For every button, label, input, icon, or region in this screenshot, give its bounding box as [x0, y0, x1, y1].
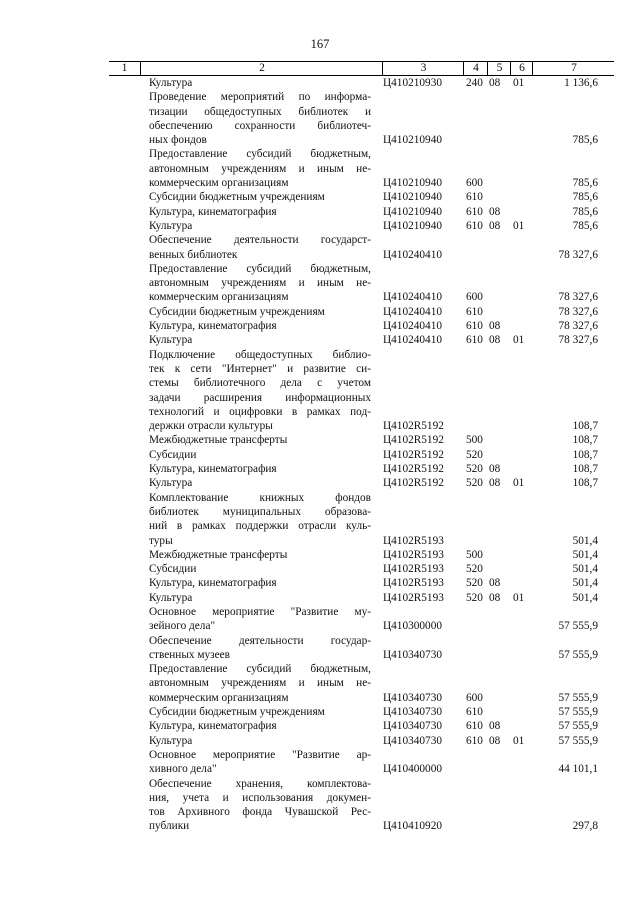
- table-row: [0, 662, 640, 705]
- row-subsection: 01: [513, 477, 525, 490]
- row-name: [149, 262, 371, 305]
- row-name-line: Культура, кинематография: [149, 720, 277, 733]
- row-name-line: венных библиотек: [149, 248, 238, 261]
- row-amount: 57 555,9: [558, 620, 598, 633]
- row-code: Ц410300000: [383, 620, 442, 633]
- row-section: 08: [489, 577, 501, 590]
- row-name-line: ственных музеев: [149, 648, 231, 661]
- row-name-line: технологий и оцифровки в рамках под-: [149, 405, 371, 418]
- row-amount: 501,4: [572, 577, 598, 590]
- row-name: [149, 705, 371, 719]
- row-section: 08: [489, 463, 501, 476]
- row-name: [149, 548, 371, 562]
- table-row: [0, 76, 640, 90]
- row-name-line: ния, учета и использования докумен-: [149, 791, 371, 804]
- row-name-line: Культура: [149, 77, 193, 89]
- row-code: Ц410240410: [383, 248, 442, 261]
- row-name-line: Культура: [149, 734, 193, 747]
- table-row: [0, 605, 640, 634]
- row-name-line: Предоставление субсидий бюджетным,: [149, 262, 371, 275]
- row-code: Ц4102R5192: [383, 420, 444, 433]
- table-row: [0, 219, 640, 233]
- row-name: [149, 319, 371, 333]
- row-section: 08: [489, 734, 501, 747]
- row-name-line: автономным учреждениям и иным не-: [149, 162, 371, 175]
- row-expense-type: 520: [466, 477, 483, 490]
- row-code: Ц410210940: [383, 219, 442, 232]
- row-code: Ц4102R5192: [383, 463, 444, 476]
- row-name-line: Межбюджетные трансферты: [149, 548, 288, 561]
- row-name: [149, 605, 371, 634]
- row-name-line: Субсидии бюджетным учреждениям: [149, 706, 325, 719]
- row-section: 08: [489, 205, 501, 218]
- header-col-3: 3: [382, 62, 464, 75]
- row-code: Ц4102R5193: [383, 534, 444, 547]
- table-row: [0, 333, 640, 347]
- table-row: [0, 634, 640, 663]
- row-expense-type: 610: [466, 706, 483, 719]
- row-expense-type: 610: [466, 720, 483, 733]
- row-name: [149, 76, 371, 90]
- row-code: Ц410210940: [383, 205, 442, 218]
- row-expense-type: 240: [466, 77, 483, 89]
- row-amount: 78 327,6: [558, 291, 598, 304]
- row-name: [149, 333, 371, 347]
- table-row: [0, 433, 640, 447]
- row-name: [149, 433, 371, 447]
- row-name-line: Субсидии: [149, 448, 197, 461]
- row-code: Ц410340730: [383, 691, 442, 704]
- row-code: Ц410210940: [383, 191, 442, 204]
- row-subsection: 01: [513, 77, 525, 89]
- row-expense-type: 610: [466, 191, 483, 204]
- row-expense-type: 610: [466, 205, 483, 218]
- row-name: [149, 576, 371, 590]
- row-name-line: Субсидии: [149, 563, 197, 576]
- header-col-7: 7: [532, 62, 615, 75]
- row-name-line: держки отрасли культуры: [149, 420, 273, 433]
- row-name-line: Подключение общедоступных библио-: [149, 348, 371, 361]
- table-row: [0, 705, 640, 719]
- row-expense-type: 600: [466, 291, 483, 304]
- row-amount: 1 136,6: [564, 77, 598, 89]
- row-name-line: Культура: [149, 477, 193, 490]
- row-amount: 57 555,9: [558, 691, 598, 704]
- row-name: [149, 462, 371, 476]
- header-col-1: 1: [121, 62, 128, 74]
- row-name-line: Культура: [149, 219, 193, 232]
- row-name-line: Культура, кинематография: [149, 320, 277, 333]
- row-name-line: ных фондов: [149, 134, 207, 147]
- row-name-line: коммерческим организациям: [149, 291, 289, 304]
- row-amount: 108,7: [572, 448, 598, 461]
- row-name-line: тов Архивного фонда Чувашской Рес-: [149, 806, 371, 819]
- row-expense-type: 520: [466, 448, 483, 461]
- row-expense-type: 600: [466, 177, 483, 190]
- row-code: Ц410210940: [383, 134, 442, 147]
- table-row: [0, 305, 640, 319]
- row-amount: 78 327,6: [558, 248, 598, 261]
- row-name-line: Субсидии бюджетным учреждениям: [149, 305, 325, 318]
- table-row: [0, 591, 640, 605]
- row-amount: 501,4: [572, 534, 598, 547]
- row-name-line: зейного дела": [149, 620, 216, 633]
- row-name: [149, 662, 371, 705]
- row-name: [149, 734, 371, 748]
- row-name: [149, 634, 371, 663]
- row-subsection: 01: [513, 591, 525, 604]
- row-expense-type: 610: [466, 334, 483, 347]
- row-name-line: Культура: [149, 591, 193, 604]
- row-name: [149, 591, 371, 605]
- row-name-line: автономным учреждениям и иным не-: [149, 677, 371, 690]
- row-name-line: Культура, кинематография: [149, 577, 277, 590]
- row-name-line: коммерческим организациям: [149, 691, 289, 704]
- row-name-line: Обеспечение деятельности государ-: [149, 634, 371, 647]
- row-name-line: Основное мероприятие "Развитие ар-: [149, 748, 371, 761]
- row-code: Ц4102R5192: [383, 477, 444, 490]
- row-amount: 57 555,9: [558, 720, 598, 733]
- row-expense-type: 520: [466, 591, 483, 604]
- table-row: [0, 147, 640, 190]
- row-amount: 57 555,9: [558, 734, 598, 747]
- table-row: [0, 548, 640, 562]
- row-code: Ц410400000: [383, 763, 442, 776]
- table-row: [0, 205, 640, 219]
- table-row: [0, 734, 640, 748]
- table-row: [0, 90, 640, 147]
- row-amount: 785,6: [572, 191, 598, 204]
- row-amount: 785,6: [572, 219, 598, 232]
- row-code: Ц410410920: [383, 820, 442, 833]
- row-name-line: автономным учреждениям и иным не-: [149, 277, 371, 290]
- table-row: [0, 777, 640, 834]
- row-amount: 57 555,9: [558, 706, 598, 719]
- header-col-2: 2: [140, 62, 383, 75]
- row-name: [149, 205, 371, 219]
- table-row: [0, 319, 640, 333]
- row-amount: 44 101,1: [558, 763, 598, 776]
- row-expense-type: 610: [466, 305, 483, 318]
- row-name-line: Предоставление субсидий бюджетным,: [149, 663, 371, 676]
- row-code: Ц410240410: [383, 305, 442, 318]
- row-section: 08: [489, 219, 501, 232]
- row-code: Ц410210940: [383, 177, 442, 190]
- row-name-line: Культура, кинематография: [149, 463, 277, 476]
- row-name-line: Основное мероприятие "Развитие му-: [149, 606, 371, 618]
- row-amount: 108,7: [572, 434, 598, 447]
- table-row: [0, 719, 640, 733]
- row-name: [149, 305, 371, 319]
- table-body: [0, 76, 640, 834]
- row-code: Ц410210930: [383, 77, 442, 89]
- row-subsection: 01: [513, 734, 525, 747]
- table-row: [0, 576, 640, 590]
- row-amount: 108,7: [572, 477, 598, 490]
- row-expense-type: 520: [466, 577, 483, 590]
- row-code: Ц4102R5193: [383, 577, 444, 590]
- row-section: 08: [489, 477, 501, 490]
- row-amount: 78 327,6: [558, 305, 598, 318]
- row-name-line: тизации общедоступных библиотек и: [149, 105, 371, 118]
- row-name: [149, 219, 371, 233]
- row-amount: 501,4: [572, 548, 598, 561]
- row-name-line: Культура: [149, 334, 193, 347]
- row-name-line: ний в рамках поддержки отрасли куль-: [149, 520, 371, 533]
- row-expense-type: 520: [466, 463, 483, 476]
- row-code: Ц4102R5193: [383, 563, 444, 576]
- row-name-line: стемы библиотечного дела с учетом: [149, 377, 371, 390]
- row-name: [149, 233, 371, 262]
- row-name: [149, 190, 371, 204]
- row-amount: 297,8: [572, 820, 598, 833]
- row-expense-type: 500: [466, 434, 483, 447]
- row-amount: 501,4: [572, 563, 598, 576]
- row-expense-type: 500: [466, 548, 483, 561]
- header-col-4: 4: [463, 62, 488, 75]
- row-name: [149, 448, 371, 462]
- row-name: [149, 777, 371, 834]
- row-name-line: тек к сети "Интернет" и развитие си-: [149, 362, 371, 375]
- row-name: [149, 90, 371, 147]
- row-expense-type: 600: [466, 691, 483, 704]
- row-name: [149, 748, 371, 777]
- row-section: 08: [489, 77, 501, 89]
- row-amount: 78 327,6: [558, 334, 598, 347]
- row-name-line: обеспечению сохранности библиотеч-: [149, 119, 371, 132]
- row-name-line: Предоставление субсидий бюджетным,: [149, 148, 371, 161]
- row-subsection: 01: [513, 219, 525, 232]
- row-name-line: Комплектование книжных фондов: [149, 491, 371, 504]
- row-amount: 57 555,9: [558, 648, 598, 661]
- table-row: [0, 448, 640, 462]
- row-section: 08: [489, 334, 501, 347]
- row-name-line: Обеспечение хранения, комплектова-: [149, 777, 371, 790]
- row-code: Ц410240410: [383, 291, 442, 304]
- row-name: [149, 491, 371, 548]
- row-name-line: задачи расширения информационных: [149, 391, 371, 404]
- row-code: Ц410240410: [383, 320, 442, 333]
- row-name-line: библиотек муниципальных образова-: [149, 505, 371, 518]
- table-row: [0, 462, 640, 476]
- row-amount: 108,7: [572, 420, 598, 433]
- row-name-line: Субсидии бюджетным учреждениям: [149, 191, 325, 204]
- row-name: [149, 562, 371, 576]
- row-amount: 785,6: [572, 205, 598, 218]
- table-row: [0, 348, 640, 434]
- row-amount: 108,7: [572, 463, 598, 476]
- row-code: Ц4102R5193: [383, 548, 444, 561]
- row-amount: 78 327,6: [558, 320, 598, 333]
- row-code: Ц410240410: [383, 334, 442, 347]
- row-code: Ц4102R5193: [383, 591, 444, 604]
- row-name-line: коммерческим организациям: [149, 177, 289, 190]
- row-section: 08: [489, 720, 501, 733]
- row-name-line: Обеспечение деятельности государст-: [149, 234, 371, 247]
- header-col-5: 5: [487, 62, 511, 75]
- table-row: [0, 491, 640, 548]
- table-row: [0, 190, 640, 204]
- row-name: [149, 147, 371, 190]
- row-name-line: Межбюджетные трансферты: [149, 434, 288, 447]
- row-name-line: Проведение мероприятий по информа-: [149, 91, 371, 104]
- table-row: [0, 748, 640, 777]
- row-amount: 785,6: [572, 134, 598, 147]
- row-name-line: Культура, кинематография: [149, 205, 277, 218]
- table-row: [0, 476, 640, 490]
- table-row: [0, 562, 640, 576]
- row-name-line: публики: [149, 820, 190, 833]
- row-code: Ц4102R5192: [383, 434, 444, 447]
- row-name-line: туры: [149, 534, 173, 547]
- row-name-line: хивного дела": [149, 763, 217, 776]
- row-amount: 785,6: [572, 177, 598, 190]
- row-subsection: 01: [513, 334, 525, 347]
- table-header: [109, 61, 614, 76]
- row-name: [149, 476, 371, 490]
- row-expense-type: 520: [466, 563, 483, 576]
- row-amount: 501,4: [572, 591, 598, 604]
- page-number: 167: [310, 37, 330, 51]
- row-code: Ц410340730: [383, 734, 442, 747]
- row-expense-type: 610: [466, 219, 483, 232]
- row-code: Ц410340730: [383, 648, 442, 661]
- row-expense-type: 610: [466, 734, 483, 747]
- row-name: [149, 719, 371, 733]
- table-row: [0, 262, 640, 305]
- row-code: Ц410340730: [383, 720, 442, 733]
- row-code: Ц410340730: [383, 706, 442, 719]
- table-row: [0, 233, 640, 262]
- row-section: 08: [489, 320, 501, 333]
- row-code: Ц4102R5192: [383, 448, 444, 461]
- row-expense-type: 610: [466, 320, 483, 333]
- row-name: [149, 348, 371, 434]
- row-section: 08: [489, 591, 501, 604]
- header-col-6: 6: [510, 62, 533, 75]
